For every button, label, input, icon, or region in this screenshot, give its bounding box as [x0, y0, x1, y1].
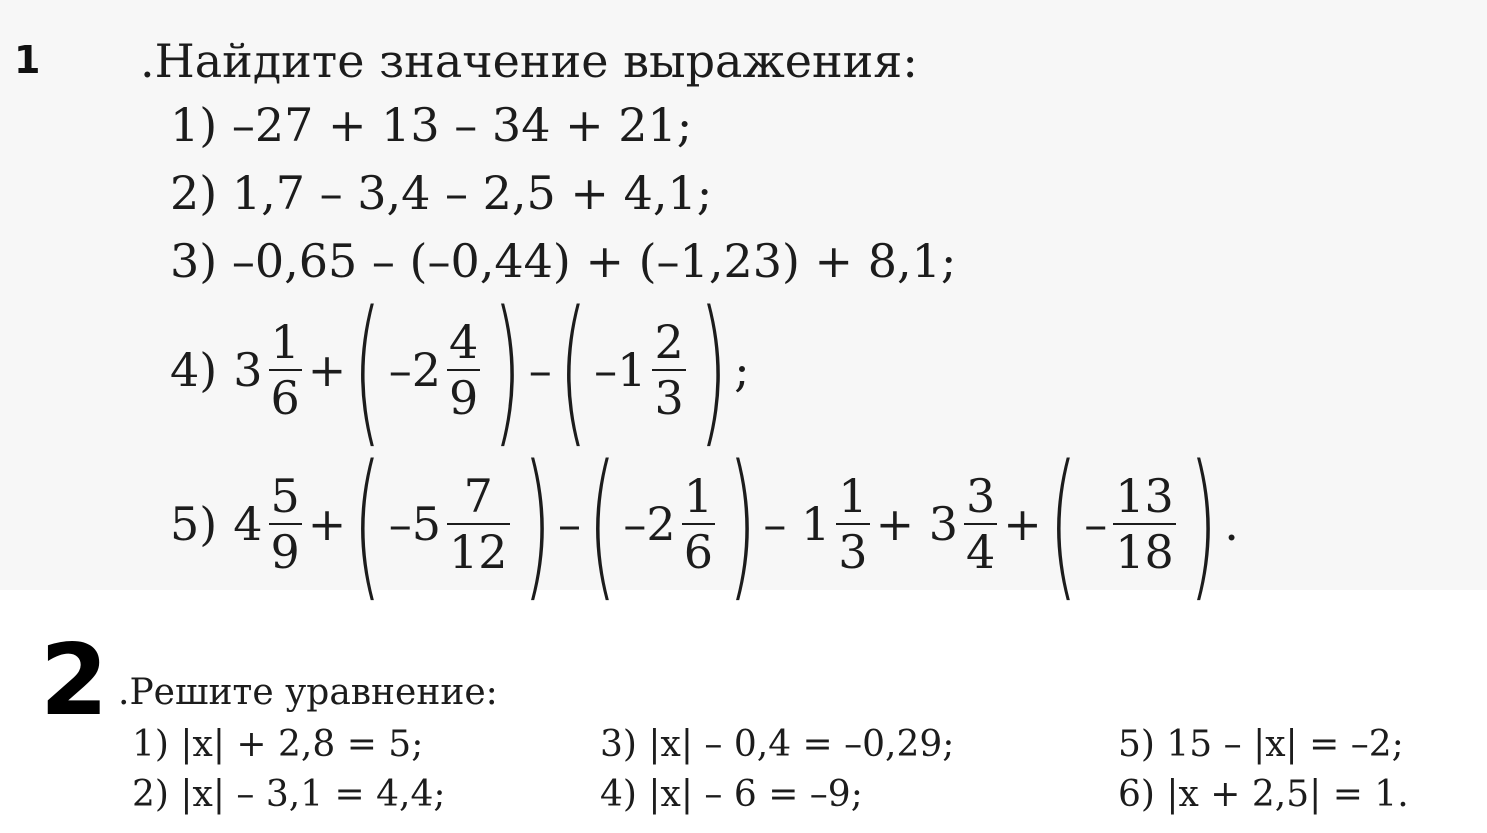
equation-2: 2) |x| – 3,1 = 4,4;	[132, 774, 446, 815]
task1-number: 1	[14, 38, 41, 82]
item4-end: ;	[734, 343, 750, 397]
denominator: 3	[838, 525, 868, 579]
item4-label: 4)	[170, 343, 218, 397]
numerator: 1	[270, 315, 300, 369]
item5-fraction-5	[964, 469, 997, 579]
right-paren: )	[1188, 430, 1218, 617]
numerator: 1	[683, 469, 713, 523]
task1-item-3: 3) –0,65 – (–0,44) + (–1,23) + 8,1;	[170, 234, 957, 288]
equation-1: 1) |x| + 2,8 = 5;	[132, 724, 424, 765]
right-paren: )	[698, 276, 727, 463]
numerator: 4	[449, 315, 479, 369]
left-paren: (	[353, 430, 382, 617]
item5-whole-1: 4	[233, 497, 263, 551]
denominator: 6	[270, 371, 300, 425]
item5-negative-sign: –	[1084, 497, 1108, 551]
item5-operator-2: –	[558, 497, 581, 551]
task1-item-5	[170, 430, 1239, 617]
item5-fraction-2	[447, 469, 510, 579]
denominator: 18	[1115, 525, 1174, 579]
task1-item-2: 2) 1,7 – 3,4 – 2,5 + 4,1;	[170, 166, 713, 220]
right-paren: )	[728, 430, 757, 617]
task2-title: .Решите уравнение:	[118, 672, 498, 713]
item5-end: .	[1224, 497, 1239, 551]
equation-5: 5) 15 – |x| = –2;	[1118, 724, 1404, 765]
equation-3: 3) |x| – 0,4 = –0,29;	[600, 724, 955, 765]
left-paren: (	[588, 430, 617, 617]
right-paren: )	[522, 430, 551, 617]
item4-fraction-3	[652, 315, 685, 425]
equation-4: 4) |x| – 6 = –9;	[600, 774, 863, 815]
denominator: 9	[449, 371, 479, 425]
task2-number: 2	[40, 624, 109, 738]
item4-fraction-2	[447, 315, 480, 425]
denominator: 9	[270, 525, 300, 579]
item4-whole-2: –2	[388, 343, 442, 397]
denominator: 12	[449, 525, 508, 579]
task1-title: .Найдите значение выражения:	[140, 34, 918, 88]
task1-item-1: 1) –27 + 13 – 34 + 21;	[170, 98, 693, 152]
numerator: 7	[463, 469, 493, 523]
left-paren: (	[353, 276, 382, 463]
numerator: 13	[1115, 469, 1174, 523]
item5-label: 5)	[170, 497, 218, 551]
right-paren: )	[493, 276, 522, 463]
item5-operator-5: +	[1003, 497, 1042, 551]
left-paren: (	[1049, 430, 1078, 617]
item5-whole-2: –5	[388, 497, 442, 551]
equation-6: 6) |x + 2,5| = 1.	[1118, 774, 1409, 815]
item5-whole-3: –2	[623, 497, 676, 551]
item4-whole-1: 3	[233, 343, 263, 397]
item4-whole-3: –1	[594, 343, 647, 397]
denominator: 6	[683, 525, 713, 579]
numerator: 3	[966, 469, 996, 523]
numerator: 2	[654, 315, 684, 369]
denominator: 3	[654, 371, 684, 425]
item4-operator-2: –	[528, 343, 552, 397]
item5-operator-3: – 1	[763, 497, 831, 551]
item5-fraction-3	[682, 469, 715, 579]
item5-operator-1: +	[307, 497, 347, 551]
item5-fraction-1	[269, 469, 302, 579]
task1-item-4	[170, 276, 750, 463]
numerator: 1	[838, 469, 868, 523]
item5-operator-4: + 3	[875, 497, 959, 551]
denominator: 4	[966, 525, 996, 579]
item5-fraction-4	[836, 469, 869, 579]
item4-operator-1: +	[307, 343, 347, 397]
item5-fraction-6	[1113, 469, 1176, 579]
left-paren: (	[558, 276, 587, 463]
item4-fraction-1	[269, 315, 302, 425]
numerator: 5	[270, 469, 300, 523]
